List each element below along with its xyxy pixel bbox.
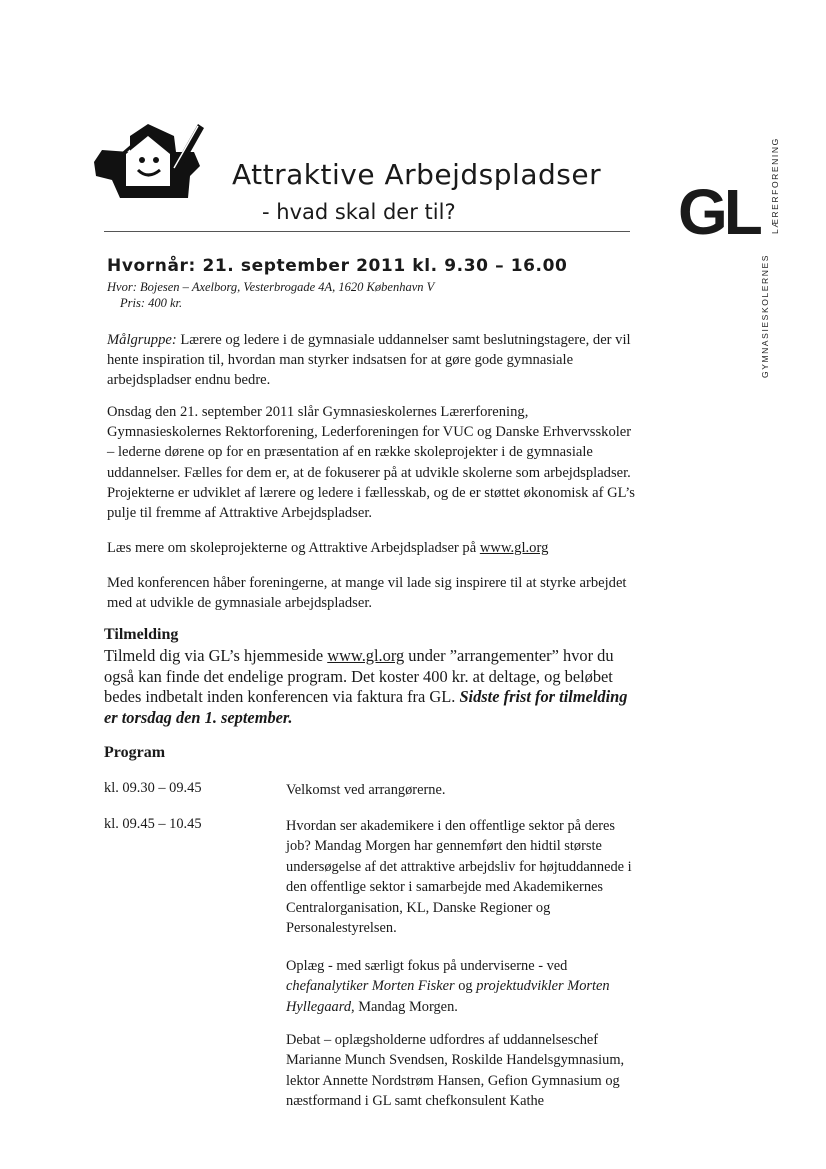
program-desc-1: [286, 780, 636, 800]
debate-text: Debat – oplægsholderne udfordres af uddannelseschef Marianne Munch Svendsen, Roskilde Handelsgymnasium, lektor Annette Nordstrøm Hansen, Gefion Gymnasium og næstformand i GL samt chefkonsulent Kathe: [286, 1032, 625, 1110]
program-debate: [286, 1030, 636, 1112]
program-talk: [286, 956, 636, 1017]
event-when: Hvornår: 21. september 2011 kl. 9.30 – 16.00: [107, 256, 568, 276]
brand-vertical-text: [760, 96, 782, 386]
target-group-text: Lærere og ledere i de gymnasiale uddannelser samt beslutningstagere, der vil hente inspiration til, hvordan man styrker indsatsen for at gøre gode gymnasiale arbejdspladser endnu bedre.: [107, 332, 631, 389]
target-group-label: Målgruppe:: [107, 332, 177, 348]
read-more: [107, 538, 635, 558]
signup-text-before: Tilmeld dig via GL’s hjemmeside: [104, 646, 328, 665]
brand-logo: GL: [678, 176, 759, 248]
signup-deadline: Sidste frist for tilmelding er torsdag den 1. september.: [104, 687, 628, 727]
brand-name-line1: GYMNASIESKOLERNES: [760, 253, 770, 378]
read-more-text: Læs mere om skoleprojekterne og Attraktive Arbejdspladser på: [107, 540, 480, 556]
event-price: Pris: 400 kr.: [120, 296, 183, 310]
talk-speakers: chefanalytiker Morten Fisker: [286, 978, 455, 995]
talk-mid: og: [454, 978, 477, 995]
hope-paragraph: [107, 573, 635, 613]
title-divider: [104, 231, 630, 232]
event-where: Hvor: Bojesen – Axelborg, Vesterbrogade 4A, 1620 København V: [107, 280, 435, 294]
target-group: [107, 330, 635, 391]
program-desc-2: [286, 816, 636, 938]
program-time-1: kl. 09.30 – 09.45: [104, 780, 202, 796]
signup-heading: Tilmelding: [104, 626, 179, 643]
program-heading: Program: [104, 744, 166, 761]
page-title: Attraktive Arbejdspladser: [232, 158, 602, 191]
intro-paragraph: [107, 402, 635, 523]
gl-link[interactable]: www.gl.org: [479, 540, 549, 556]
program-time-2: kl. 09.45 – 10.45: [104, 816, 202, 832]
talk-pre: Oplæg - med særligt fokus på underviserne - ved: [286, 958, 568, 974]
signup-paragraph: [104, 646, 644, 728]
program-desc-1-text: Velkomst ved arrangørerne.: [286, 782, 446, 798]
signup-text-after: under ”arrangementer” hvor du også kan finde det endelige program. Det koster 400 kr. at deltage, og beløbet bedes indbetalt inden konferencen via faktura fra GL.: [104, 646, 614, 706]
logo-icon: [90, 110, 210, 200]
page-subtitle: - hvad skal der til?: [262, 200, 456, 224]
intro-text: Onsdag den 21. september 2011 slår Gymnasieskolernes Lærerforening, Gymnasieskolernes Rektorforening, Lederforeningen for VUC og Danske Erhvervsskoler – lederne dørene op for en præsentation af en række skoleprojekter i de gymnasiale uddannelser. Fælles for dem er, at de fokuserer på at udvikle skolerne som arbejdspladser. Projekterne er udviklet af lærere og ledere i fællesskab, og de er støttet økonomisk af GL’s pulje til fremme af Attraktive Arbejdspladser.: [107, 404, 635, 522]
signup-link[interactable]: www.gl.org: [327, 646, 405, 665]
talk-post: Mandag Morgen.: [354, 998, 458, 1015]
hope-text: Med konferencen håber foreningerne, at mange vil lade sig inspirere til at styrke arbejdet med at udvikle de gymnasiale arbejdspladser.: [107, 575, 627, 612]
brand-name-line2: LÆRERFORENING: [770, 137, 780, 234]
talk-speakers2: projektudvikler Morten Hyllegaard,: [286, 978, 610, 1015]
program-desc-2-text: Hvordan ser akademikere i den offentlige sektor på deres job? Mandag Morgen har gennemført den hidtil største undersøgelse af det attraktive arbejdsliv for højtuddannede i den offentlige sektor i samarbejde med Akademikernes Centralorganisation, KL, Danske Regioner og Personalestyrelsen.: [286, 818, 632, 937]
